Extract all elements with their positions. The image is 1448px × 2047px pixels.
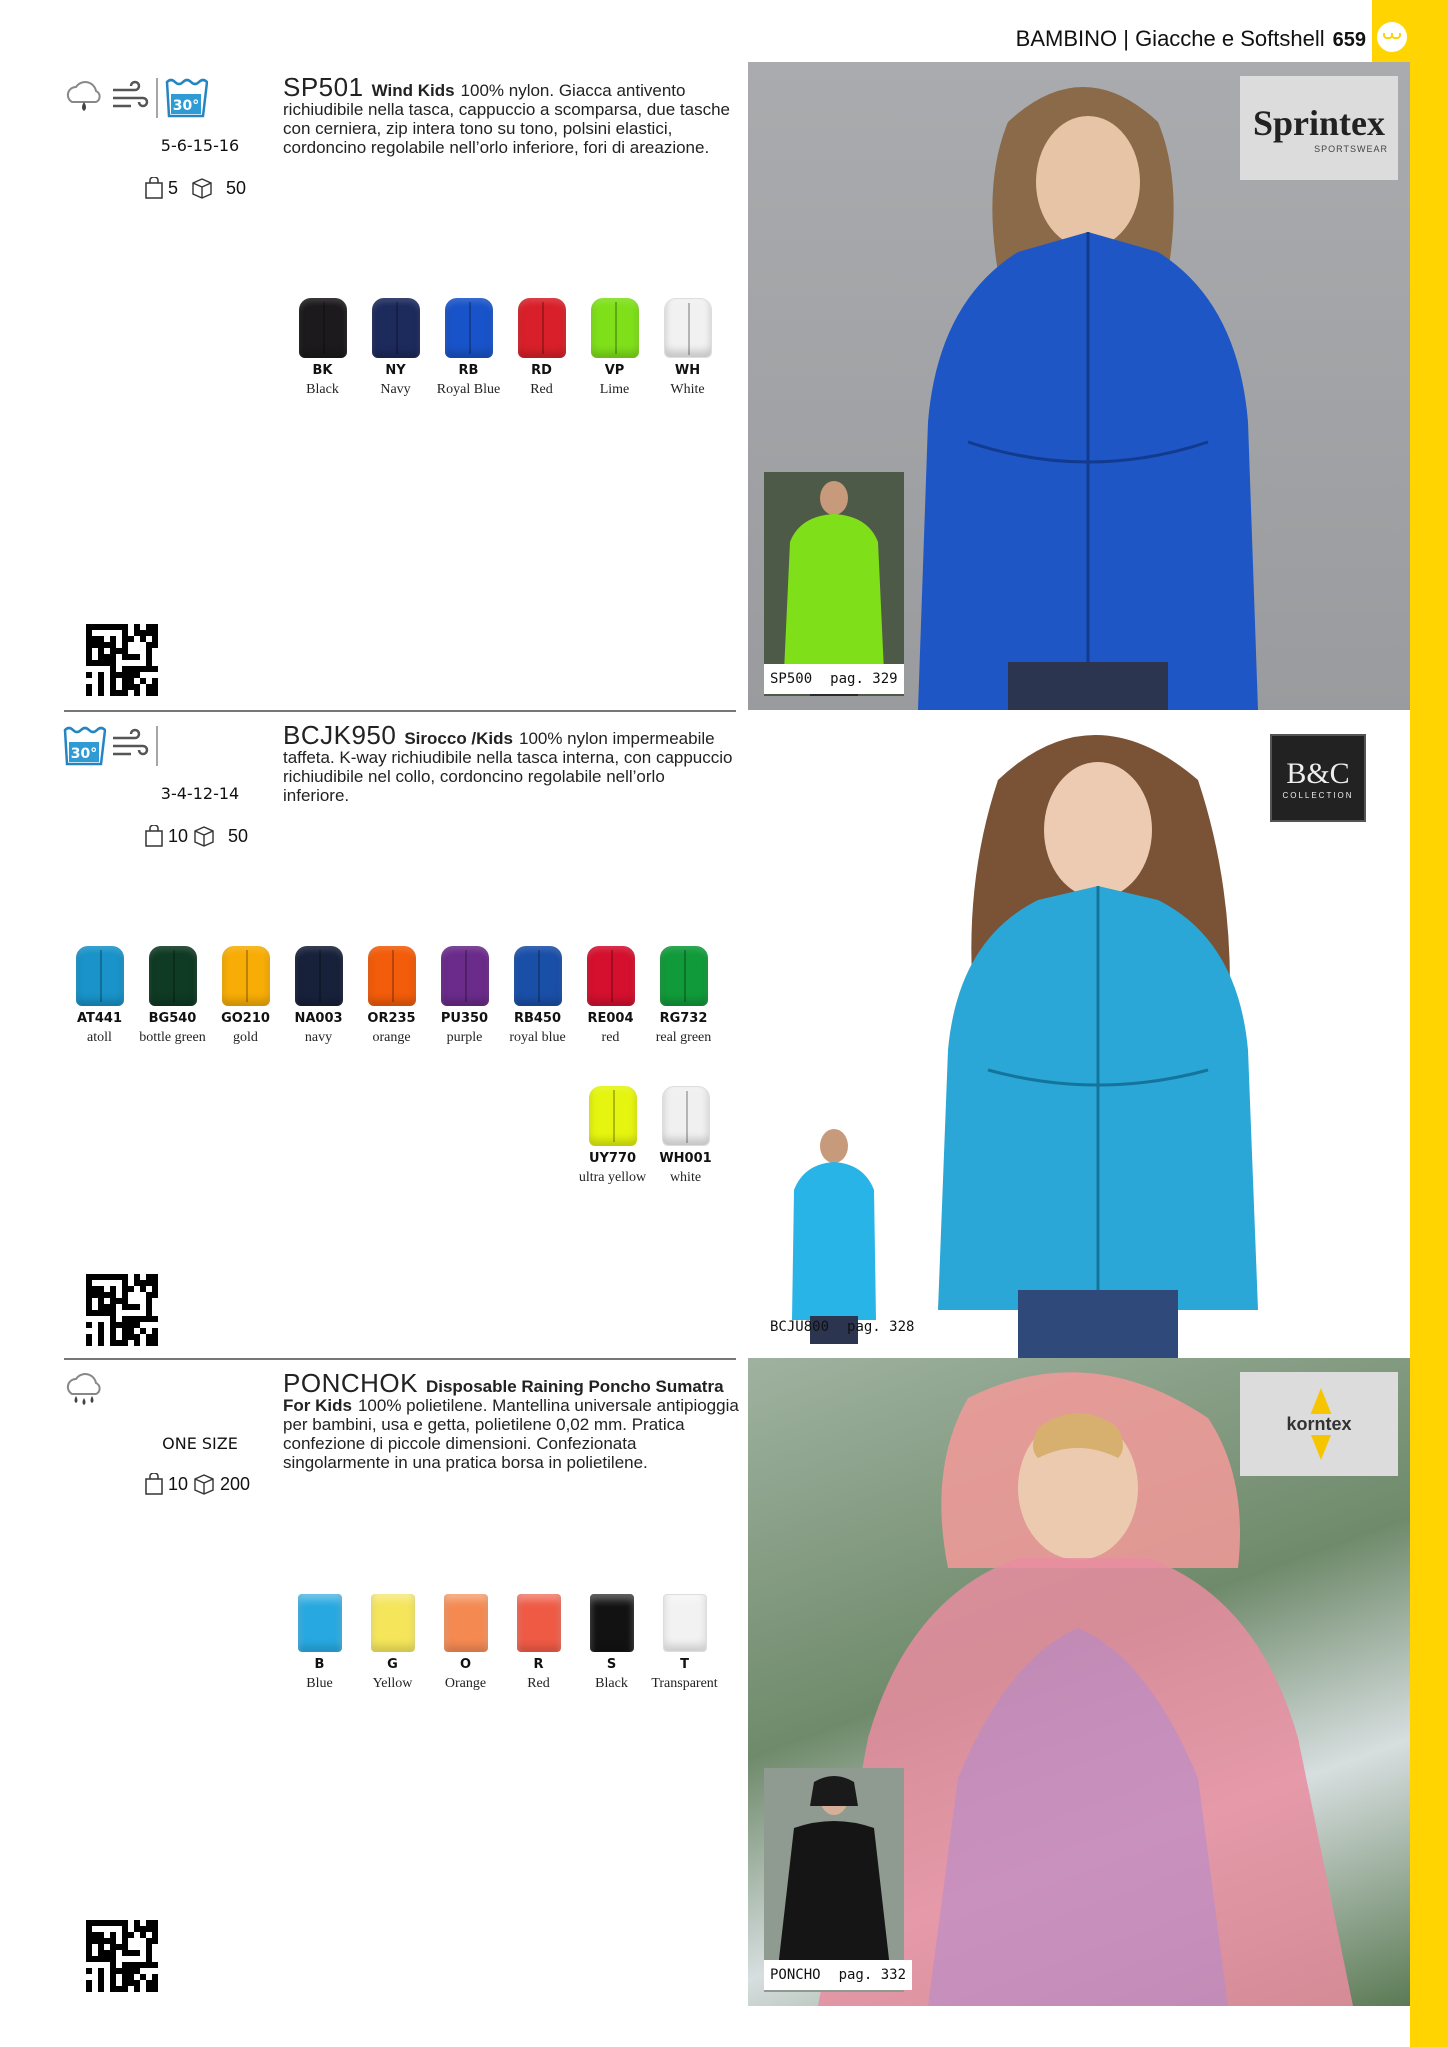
jacket-icon: [591, 298, 639, 358]
brand-subtitle: COLLECTION: [1282, 790, 1354, 800]
color-code: GO210: [221, 1011, 270, 1026]
color-swatch[interactable]: [428, 946, 501, 1046]
care-icons: [62, 76, 208, 120]
brand-logo: [1240, 76, 1398, 180]
related-product-photo[interactable]: [764, 1120, 904, 1344]
qr-code[interactable]: [86, 1274, 158, 1346]
pack-inner: 5: [168, 177, 179, 198]
color-name: real green: [655, 1030, 712, 1045]
color-swatch[interactable]: [355, 946, 428, 1046]
pack-outer: 50: [226, 177, 247, 198]
svg-text:30°: 30°: [172, 98, 200, 114]
brand-name: B&C: [1286, 756, 1350, 790]
color-code: PU350: [440, 1011, 489, 1026]
color-swatch[interactable]: [356, 1594, 429, 1692]
color-swatch[interactable]: [575, 1594, 648, 1692]
product-name: Wind Kids: [371, 81, 455, 100]
jacket-icon: [445, 298, 493, 358]
poncho-pack-icon: [517, 1594, 561, 1652]
color-swatch[interactable]: [429, 1594, 502, 1692]
box-icon: [192, 824, 216, 848]
packaging: [144, 1472, 250, 1496]
color-name: White: [670, 382, 705, 397]
color-swatch[interactable]: [283, 1594, 356, 1692]
color-name: orange: [372, 1030, 411, 1045]
poncho-pack-icon: [444, 1594, 488, 1652]
wind-icon: [110, 728, 150, 764]
color-code: RE004: [587, 1011, 634, 1026]
product-photo: [748, 710, 1410, 1358]
color-name: bottle green: [139, 1030, 206, 1045]
related-code: BCJU800: [770, 1319, 830, 1335]
color-code: T: [680, 1657, 689, 1672]
product-code: BCJK950: [283, 720, 397, 750]
related-product-photo[interactable]: [764, 472, 904, 696]
care-icons: [62, 1372, 106, 1412]
divider-icon: [154, 726, 160, 766]
color-swatches-row-2: [576, 1086, 722, 1186]
section-title: BAMBINO | Giacche e Softshell: [1015, 26, 1325, 51]
man-in-lime-jacket: [764, 472, 904, 696]
color-name: red: [601, 1030, 620, 1045]
color-code: R: [533, 1657, 544, 1672]
color-name: Red: [527, 1676, 550, 1691]
page-number: 659: [1332, 29, 1366, 51]
poncho-pack-icon: [371, 1594, 415, 1652]
jacket-icon: [299, 298, 347, 358]
color-swatch[interactable]: [576, 1086, 649, 1186]
side-stripe: [1410, 0, 1448, 2047]
pack-inner: 10: [168, 1473, 189, 1494]
sizes: 5-6-15-16: [160, 136, 240, 155]
kid-in-blue-jacket: [898, 62, 1278, 710]
color-code: RB: [458, 363, 479, 378]
color-swatch[interactable]: [286, 298, 359, 398]
color-code: O: [459, 1657, 472, 1672]
color-code: NY: [385, 363, 406, 378]
poncho-pack-icon: [663, 1594, 707, 1652]
jacket-icon: [368, 946, 416, 1006]
color-code: BK: [312, 363, 333, 378]
product-photo: [748, 62, 1410, 710]
wind-icon: [110, 80, 150, 116]
pack-inner: 10: [168, 825, 189, 846]
color-swatch[interactable]: [649, 1086, 722, 1186]
color-code: RD: [531, 363, 552, 378]
color-code: RG732: [659, 1011, 708, 1026]
color-code: RB450: [513, 1011, 562, 1026]
page-header: [1016, 26, 1366, 52]
color-code: B: [314, 1657, 325, 1672]
jacket-icon: [372, 298, 420, 358]
product-ponchok: [0, 1358, 1410, 2006]
color-swatch[interactable]: [574, 946, 647, 1046]
color-name: royal blue: [509, 1030, 566, 1045]
product-sp501: [0, 62, 1410, 710]
related-page: pag. 329: [830, 671, 898, 687]
jacket-icon: [514, 946, 562, 1006]
color-code: AT441: [76, 1011, 123, 1026]
jacket-icon: [664, 298, 712, 358]
color-swatch[interactable]: [648, 1594, 721, 1692]
care-icons: [62, 724, 160, 768]
related-code: SP500: [770, 671, 813, 687]
product-description: [283, 720, 733, 805]
color-name: atoll: [87, 1030, 112, 1045]
qr-code[interactable]: [86, 624, 158, 696]
product-bcjk950: [0, 710, 1410, 1358]
related-product-photo[interactable]: [764, 1768, 907, 1992]
related-page: pag. 328: [847, 1319, 915, 1335]
girl-in-atoll-jacket: [908, 710, 1288, 1358]
color-code: WH: [674, 363, 701, 378]
color-code: G: [387, 1657, 398, 1672]
brand-logo: [1270, 734, 1366, 822]
packaging: [144, 824, 248, 848]
wash-30-icon: [164, 76, 208, 120]
product-text: 100% polietilene. Mantellina universale antipioggia per bambini, usa e getta, polietilene 0,02 mm. Pratica confezione di piccole dimensioni. Confezionata singolarmente in una pratica borsa in polietilene.: [283, 1396, 739, 1472]
color-code: BG540: [148, 1011, 197, 1026]
color-swatch[interactable]: [209, 946, 282, 1046]
wash-30-icon: [62, 724, 106, 768]
box-icon: [190, 176, 214, 200]
color-name: Orange: [444, 1676, 487, 1691]
color-name: Blue: [306, 1676, 333, 1691]
color-swatch[interactable]: [63, 946, 136, 1046]
color-code: NA003: [294, 1011, 343, 1026]
color-swatches: [283, 1594, 721, 1692]
brand-subtitle: SPORTSWEAR: [1314, 144, 1388, 154]
bag-icon: [144, 177, 164, 199]
color-swatches-row-1: [63, 946, 720, 1046]
bag-icon: [144, 825, 164, 847]
color-name: Navy: [380, 382, 411, 397]
color-swatch[interactable]: [578, 298, 651, 398]
related-product-label[interactable]: [764, 664, 904, 694]
color-code: VP: [604, 363, 625, 378]
color-code: OR235: [367, 1011, 416, 1026]
color-name: navy: [304, 1030, 333, 1045]
color-name: white: [669, 1170, 702, 1185]
product-text: 100% nylon impermeabile taffeta. K-way richiudibile nella tasca interna, con cappuccio richiudibile nel collo, cordoncino regolabile nell’orlo inferiore.: [283, 729, 733, 805]
sizes: 3-4-12-14: [160, 784, 240, 803]
pack-outer: 200: [220, 1473, 251, 1494]
divider-icon: [154, 78, 160, 118]
jacket-icon: [295, 946, 343, 1006]
color-swatch[interactable]: [651, 298, 724, 398]
color-swatch[interactable]: [432, 298, 505, 398]
color-name: Red: [530, 382, 553, 397]
color-code: UY770: [588, 1151, 637, 1166]
jacket-icon: [222, 946, 270, 1006]
poncho-pack-icon: [298, 1594, 342, 1652]
poncho-pack-icon: [590, 1594, 634, 1652]
jacket-icon: [662, 1086, 710, 1146]
related-code: PONCHO: [770, 1967, 821, 1983]
qr-code[interactable]: [86, 1920, 158, 1992]
product-code: SP501: [283, 72, 364, 102]
color-name: Black: [306, 382, 339, 397]
color-swatch[interactable]: [647, 946, 720, 1046]
color-swatch[interactable]: [136, 946, 209, 1046]
product-name: Sirocco /Kids: [404, 729, 513, 748]
product-name: Disposable Raining Poncho Sumatra For Kids: [283, 1377, 724, 1415]
bag-icon: [144, 1473, 164, 1495]
packaging: [144, 176, 246, 200]
pack-outer: 50: [228, 825, 249, 846]
color-code: S: [606, 1657, 617, 1672]
jacket-icon: [149, 946, 197, 1006]
jacket-icon: [518, 298, 566, 358]
color-name: Yellow: [372, 1676, 413, 1691]
jacket-icon: [76, 946, 124, 1006]
related-product-label[interactable]: [764, 1312, 920, 1342]
color-swatches: [286, 298, 724, 398]
color-name: gold: [233, 1030, 258, 1045]
product-description: [283, 72, 733, 157]
product-text: 100% nylon. Giacca antivento richiudibile nella tasca, cappuccio a scomparsa, due tasche con cerniera, zip intera tono su tono, polsini elastici, cordoncino regolabile nell’orlo inferiore, fori di areazione.: [283, 81, 730, 157]
color-swatch[interactable]: [501, 946, 574, 1046]
brand-name: korntex: [1286, 1413, 1352, 1434]
color-name: ultra yellow: [578, 1170, 647, 1185]
korntex-mark-icon: [1309, 1430, 1333, 1460]
color-swatch[interactable]: [359, 298, 432, 398]
product-code: PONCHOK: [283, 1368, 418, 1398]
color-code: WH001: [659, 1151, 712, 1166]
man-in-atoll-jacket: [764, 1120, 904, 1344]
jacket-icon: [660, 946, 708, 1006]
rain-cloud-icon: [62, 80, 106, 116]
box-icon: [192, 1472, 216, 1496]
related-page: pag. 332: [838, 1967, 907, 1983]
color-name: Black: [595, 1676, 628, 1691]
woman-in-black-poncho: [764, 1768, 907, 1992]
product-photo: [748, 1358, 1410, 2006]
jacket-icon: [441, 946, 489, 1006]
color-swatch[interactable]: [282, 946, 355, 1046]
color-swatch[interactable]: [505, 298, 578, 398]
color-name: Transparent: [651, 1676, 718, 1691]
product-description: [283, 1368, 743, 1472]
svg-text:30°: 30°: [70, 746, 98, 762]
related-product-label[interactable]: [764, 1960, 912, 1990]
brand-name: Sprintex: [1252, 103, 1385, 143]
kid-face-icon: [1377, 22, 1407, 52]
color-name: Lime: [599, 382, 630, 397]
jacket-icon: [587, 946, 635, 1006]
jacket-icon: [589, 1086, 637, 1146]
sizes: ONE SIZE: [162, 1434, 238, 1453]
color-swatch[interactable]: [502, 1594, 575, 1692]
color-name: purple: [446, 1030, 483, 1045]
heavy-rain-cloud-icon: [62, 1372, 106, 1412]
brand-logo: [1240, 1372, 1398, 1476]
color-name: Royal Blue: [436, 382, 501, 397]
